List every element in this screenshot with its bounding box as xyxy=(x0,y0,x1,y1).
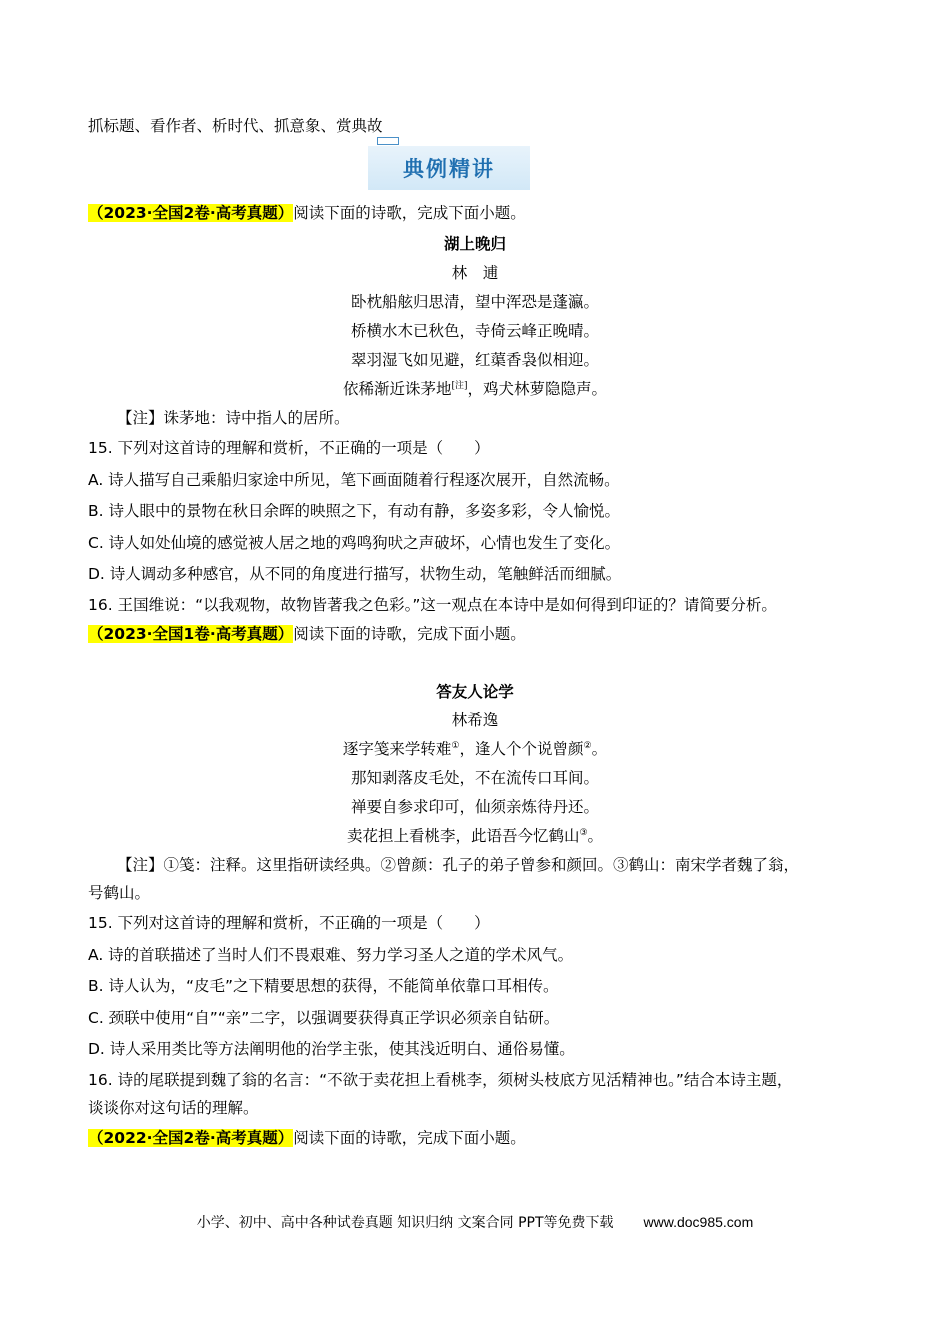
note-marker: [注] xyxy=(451,381,468,391)
q1-poem-line-2: 桥横水木已秋色，寺倚云峰正晚晴。 xyxy=(350,322,599,340)
footer-text: 小学、初中、高中各种试卷真题 知识归纳 文案合同 PPT等免费下载 xyxy=(196,1215,614,1231)
q2-poem-line-4: 卖花担上看桃李，此语吾今忆鹤山③。 xyxy=(346,827,604,845)
banner-title: 典例精讲 xyxy=(403,157,495,181)
page-footer xyxy=(0,1212,950,1232)
q2-source: （2023·全国1卷·高考真题） xyxy=(88,625,294,643)
q1-option-c: C. 诗人如处仙境的感觉被人居之地的鸡鸣狗吠之声破坏，心情也发生了变化。 xyxy=(88,534,621,552)
q1-poem-line-1: 卧枕船舷归思清，望中浑恐是蓬瀛。 xyxy=(350,293,599,311)
q2-poem-line-2: 那知剥落皮毛处，不在流传口耳间。 xyxy=(350,769,599,787)
q1-poem-author: 林 逋 xyxy=(451,264,499,282)
banner xyxy=(368,146,530,190)
q3-instruction: 阅读下面的诗歌，完成下面小题。 xyxy=(293,1129,526,1147)
q1-option-a: A. 诗人描写自己乘船归家途中所见，笔下画面随着行程逐次展开，自然流畅。 xyxy=(88,471,620,489)
q1-question-15: 15. 下列对这首诗的理解和赏析，不正确的一项是（ ） xyxy=(88,439,490,457)
q3-header xyxy=(88,1127,526,1149)
q1-option-d: D. 诗人调动多种感官，从不同的角度进行描写，状物生动，笔触鲜活而细腻。 xyxy=(88,565,622,583)
q2-option-b: B. 诗人认为，“皮毛”之下精要思想的获得，不能简单依靠口耳相传。 xyxy=(88,977,559,995)
q2-poem-line-3: 禅要自参求印可，仙须亲炼待丹还。 xyxy=(350,798,599,816)
q2-option-d: D. 诗人采用类比等方法阐明他的治学主张，使其浅近明白、通俗易懂。 xyxy=(88,1040,575,1058)
q2-question-16-line-2: 谈谈你对这句话的理解。 xyxy=(88,1099,259,1117)
q2-poem-author: 林希逸 xyxy=(451,711,499,729)
q1-poem-title: 湖上晚归 xyxy=(443,234,506,253)
q2-note-line-1: 【注】①笺：注释。这里指研读经典。②曾颜：孔子的弟子曾参和颜回。③鹤山：南宋学者魏了翁， xyxy=(117,856,800,874)
q2-poem-line-1: 逐字笺来学转难①，逢人个个说曾颜②。 xyxy=(342,740,608,758)
q2-header xyxy=(88,623,526,645)
footer-url[interactable]: www.doc985.com xyxy=(643,1214,754,1230)
q1-option-b: B. 诗人眼中的景物在秋日余晖的映照之下，有动有静，多姿多彩，令人愉悦。 xyxy=(88,502,620,520)
q2-question-16-line-1: 16. 诗的尾联提到魏了翁的名言：“不欲于卖花担上看桃李，须树头枝底方见活精神也。”结合本诗主题， xyxy=(88,1071,793,1089)
q2-instruction: 阅读下面的诗歌，完成下面小题。 xyxy=(293,625,526,643)
q1-source: （2023·全国2卷·高考真题） xyxy=(88,204,294,222)
q1-poem-line-4: 依稀渐近诛茅地[注]，鸡犬林萝隐隐声。 xyxy=(342,380,608,398)
q2-option-a: A. 诗的首联描述了当时人们不畏艰难、努力学习圣人之道的学术风气。 xyxy=(88,946,574,964)
q1-poem-line-3: 翠羽湿飞如见避，红蕖香袅似相迎。 xyxy=(350,351,599,369)
q2-note-line-2: 号鹤山。 xyxy=(88,884,151,902)
banner-tab xyxy=(377,137,399,145)
q1-header xyxy=(88,202,526,224)
q2-question-15: 15. 下列对这首诗的理解和赏析，不正确的一项是（ ） xyxy=(88,914,490,932)
q1-instruction: 阅读下面的诗歌，完成下面小题。 xyxy=(293,204,526,222)
q2-option-c: C. 颈联中使用“自”“亲”二字，以强调要获得真正学识必须亲自钻研。 xyxy=(88,1009,560,1027)
intro-line: 抓标题、看作者、析时代、抓意象、赏典故 xyxy=(88,117,383,135)
q3-source: （2022·全国2卷·高考真题） xyxy=(88,1129,294,1147)
q1-note: 【注】诛茅地：诗中指人的居所。 xyxy=(117,409,350,427)
q2-poem-title: 答友人论学 xyxy=(436,682,514,701)
q1-question-16: 16. 王国维说：“以我观物，故物皆著我之色彩。”这一观点在本诗中是如何得到印证的？请简要分析。 xyxy=(88,596,777,614)
